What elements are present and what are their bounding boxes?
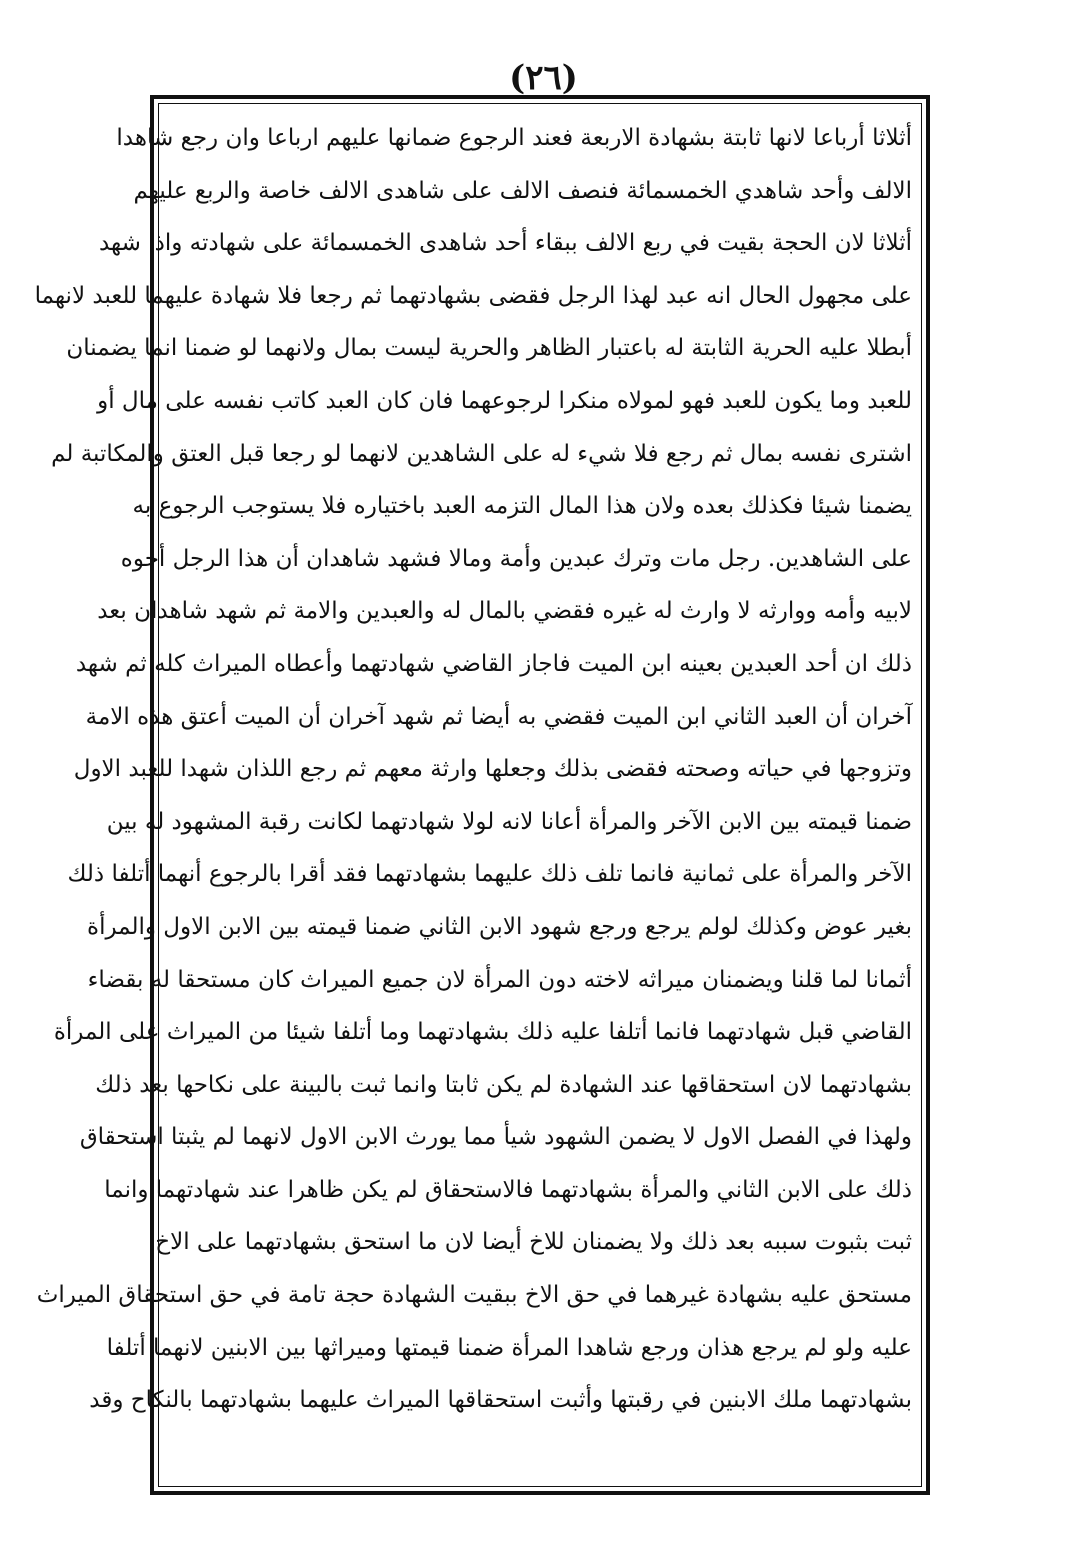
text-line: أثلاثا أرباعا لانها ثابتة بشهادة الاربعة فعند الرجوع ضمانها عليهم ارباعا وان رجع شاهدا [116, 125, 912, 151]
text-line: ذلك على الابن الثاني والمرأة بشهادتهما فالاستحقاق لم يكن ظاهرا عند شهادتهما وانما [104, 1176, 912, 1203]
body-text [34, 112, 912, 1482]
text-line: للعبد وما يكون للعبد فهو لمولاه منكرا لرجوعهما فان كان العبد كاتب نفسه على مال أو [97, 387, 912, 414]
text-line: أبطلا عليه الحرية الثابتة له باعتبار الظاهر والحرية ليست بمال ولانهما لو ضمنا انما يضمنان [66, 335, 912, 362]
text-line: وتزوجها في حياته وصحته فقضى بذلك وجعلها وارثة معهم ثم رجع اللذان شهدا للعبد الاول [73, 756, 912, 783]
text-line: بشهادتهما ملك الابنين في رقبتها وأثبت استحقاقها الميراث عليهما بشهادتهما بالنكاح وقد [89, 1387, 912, 1414]
page-number: (٢٦) [509, 58, 578, 98]
text-line: يضمنا شيئا فكذلك بعده ولان هذا المال التزمه العبد باختياره فلا يستوجب الرجوع به [132, 493, 912, 520]
text-line: أثلاثا لان الحجة بقيت في ربع الالف ببقاء أحد شاهدى الخمسمائة على شهادته واذا شهد [98, 230, 912, 257]
text-line: بغير عوض وكذلك لولم يرجع ورجع شهود الابن الثاني ضمنا قيمته بين الابن الاول والمرأة [87, 913, 912, 940]
text-line: آخران أن العبد الثاني ابن الميت فقضي به أيضا ثم شهد آخران أن الميت أعتق هذه الامة [85, 703, 912, 730]
text-line: عليه ولو لم يرجع هذان ورجع شاهدا المرأة ضمنا قيمتها وميراثها بين الابنين لانهما أتلفا [106, 1334, 912, 1361]
text-line: ولهذا في الفصل الاول لا يضمن الشهود شيأ مما يورث الابن الاول لانهما لم يثبتا استحقاق [79, 1124, 912, 1151]
text-line: مستحق عليه بشهادة غيرهما في حق الاخ ببقيت الشهادة حجة تامة في حق استحقاق الميراث [36, 1282, 912, 1309]
text-line: اشترى نفسه بمال ثم رجع فلا شيء له على الشاهدين لانهما لو رجعا قبل العتق والمكاتبة لم [51, 440, 912, 467]
text-line: ثبت بثبوت سببه بعد ذلك ولا يضمنان للاخ أيضا لان ما استحق بشهادتهما على الاخ [155, 1229, 912, 1256]
text-line: على مجهول الحال انه عبد لهذا الرجل فقضى بشهادتهما ثم رجعا فلا شهادة عليهما للعبد لانهما [34, 282, 912, 309]
text-line: بشهادتهما لان استحقاقها عند الشهادة لم يكن ثابتا وانما ثبت بالبينة على نكاحها بعد ذلك [95, 1071, 912, 1098]
text-line: الآخر والمرأة على ثمانية فانما تلف ذلك عليهما بشهادتهما فقد أقرا بالرجوع أنهما أتلفا ذلك [67, 861, 912, 888]
text-line: ضمنا قيمته بين الابن الآخر والمرأة أعانا لانه لولا شهادتهما لكانت رقبة المشهود له بين [106, 808, 912, 835]
text-line: على الشاهدين. رجل مات وترك عبدين وأمة ومالا فشهد شاهدان أن هذا الرجل أخوه [120, 545, 912, 572]
text-line: ذلك ان أحد العبدين بعينه ابن الميت فاجاز القاضي شهادتهما وأعطاه الميراث كله ثم شهد [75, 650, 912, 677]
text-line: الالف وأحد شاهدي الخمسمائة فنصف الالف على شاهدى الالف خاصة والربع عليهم [133, 177, 912, 204]
text-line: أثمانا لما قلنا ويضمنان ميراثه لاخته دون المرأة لان جميع الميراث كان مستحقا له بقضاء [87, 966, 912, 993]
text-line: لابيه وأمه ووارثه لا وارث له غيره فقضي بالمال له والعبدين والامة ثم شهد شاهدان بعد [97, 598, 912, 625]
text-line: القاضي قبل شهادتهما فانما أتلفا عليه ذلك بشهادتهما وما أتلفا شيئا من الميراث على المرأة [53, 1019, 912, 1046]
